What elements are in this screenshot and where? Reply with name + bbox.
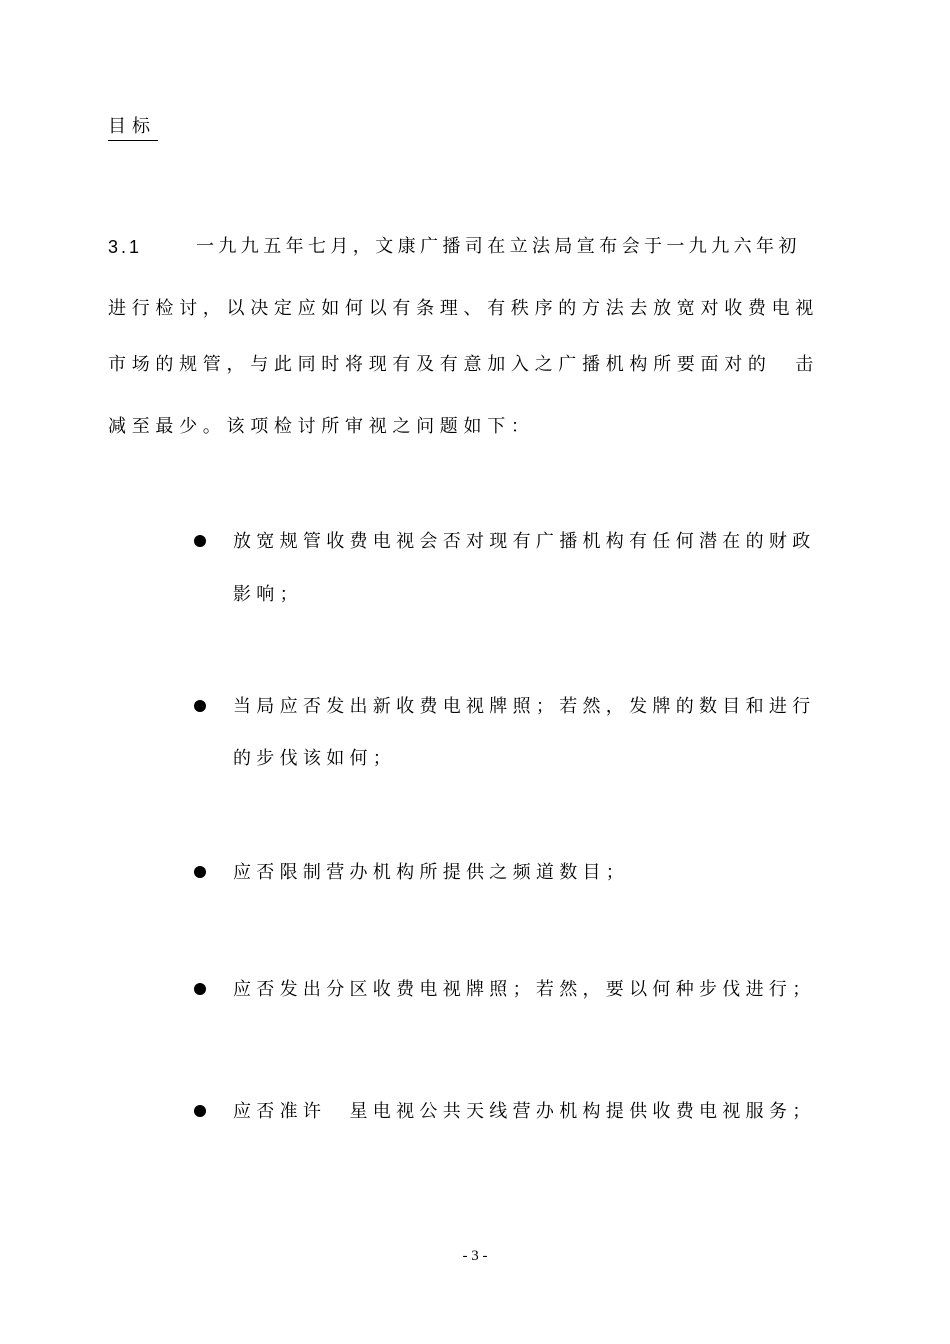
bullet-5-line-1: 应否准许 星电视公共天线营办机构提供收费电视服务； (233, 1101, 816, 1122)
page-number: - 3 - (462, 1248, 488, 1264)
bullet-2-line-2: 的步伐该如何； (233, 748, 397, 769)
bullet-dot-3 (194, 866, 206, 878)
bullet-dot-1 (194, 535, 206, 547)
bullet-dot-4 (194, 983, 206, 995)
bullet-dot-2 (194, 700, 206, 712)
paragraph-line-3: 市场的规管，与此同时将现有及有意加入之广播机构所要面对的 击 (108, 354, 819, 375)
bullet-1-line-1: 放宽规管收费电视会否对现有广播机构有任何潜在的财政 (233, 531, 816, 552)
paragraph-line-2: 进行检讨，以决定应如何以有条理、有秩序的方法去放宽对收费电视 (108, 298, 819, 319)
bullet-3-line-1: 应否限制营办机构所提供之频道数目； (233, 862, 630, 883)
bullet-4-line-1: 应否发出分区收费电视牌照；若然，要以何种步伐进行； (233, 979, 816, 1000)
section-heading: 目标 (108, 114, 158, 141)
paragraph-line-1: 一九九五年七月，文康广播司在立法局宣布会于一九九六年初 (196, 236, 801, 257)
bullet-1-line-2: 影响； (233, 584, 303, 605)
section-number: 3.1 (108, 237, 143, 257)
bullet-dot-5 (194, 1105, 206, 1117)
paragraph-line-4: 减至最少。该项检讨所审视之问题如下： (108, 416, 535, 437)
bullet-2-line-1: 当局应否发出新收费电视牌照；若然，发牌的数目和进行 (233, 696, 816, 717)
